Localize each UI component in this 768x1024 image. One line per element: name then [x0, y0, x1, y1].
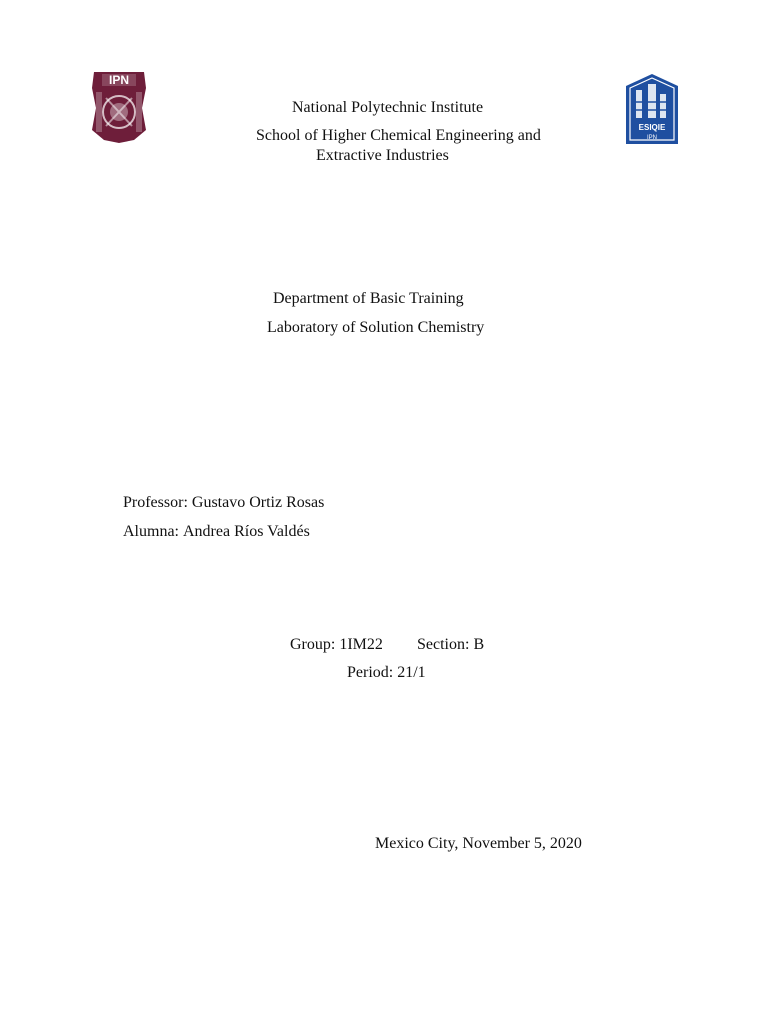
student-label: Alumna: — [123, 523, 179, 540]
esiqie-logo-text: ESIQIE — [638, 123, 666, 132]
professor-label: Professor: — [123, 494, 188, 511]
group-value: 1IM22 — [339, 636, 383, 653]
esiqie-logo — [624, 72, 680, 146]
ipn-logo — [88, 68, 150, 144]
place-and-date: Mexico City, November 5, 2020 — [375, 835, 582, 852]
laboratory-name: Laboratory of Solution Chemistry — [267, 319, 485, 336]
group-line — [290, 635, 383, 654]
esiqie-logo-subtext: IPN — [646, 135, 658, 141]
period-line — [347, 663, 426, 682]
institution-name: National Polytechnic Institute — [292, 99, 484, 116]
school-name-line2: Extractive Industries — [316, 147, 449, 164]
student-line — [123, 522, 310, 541]
group-label: Group: — [290, 636, 336, 653]
professor-name: Gustavo Ortiz Rosas — [191, 494, 325, 511]
section-value: B — [473, 636, 485, 653]
professor-line — [123, 493, 324, 512]
section-label: Section: — [417, 636, 470, 653]
student-name: Andrea Ríos Valdés — [183, 523, 310, 540]
school-name-line1: School of Higher Chemical Engineering and — [256, 127, 541, 144]
ipn-logo-text: IPN — [108, 73, 130, 87]
section-line — [417, 635, 484, 654]
department-name: Department of Basic Training — [273, 290, 464, 307]
period-value: 21/1 — [397, 664, 426, 681]
period-label: Period: — [347, 664, 394, 681]
